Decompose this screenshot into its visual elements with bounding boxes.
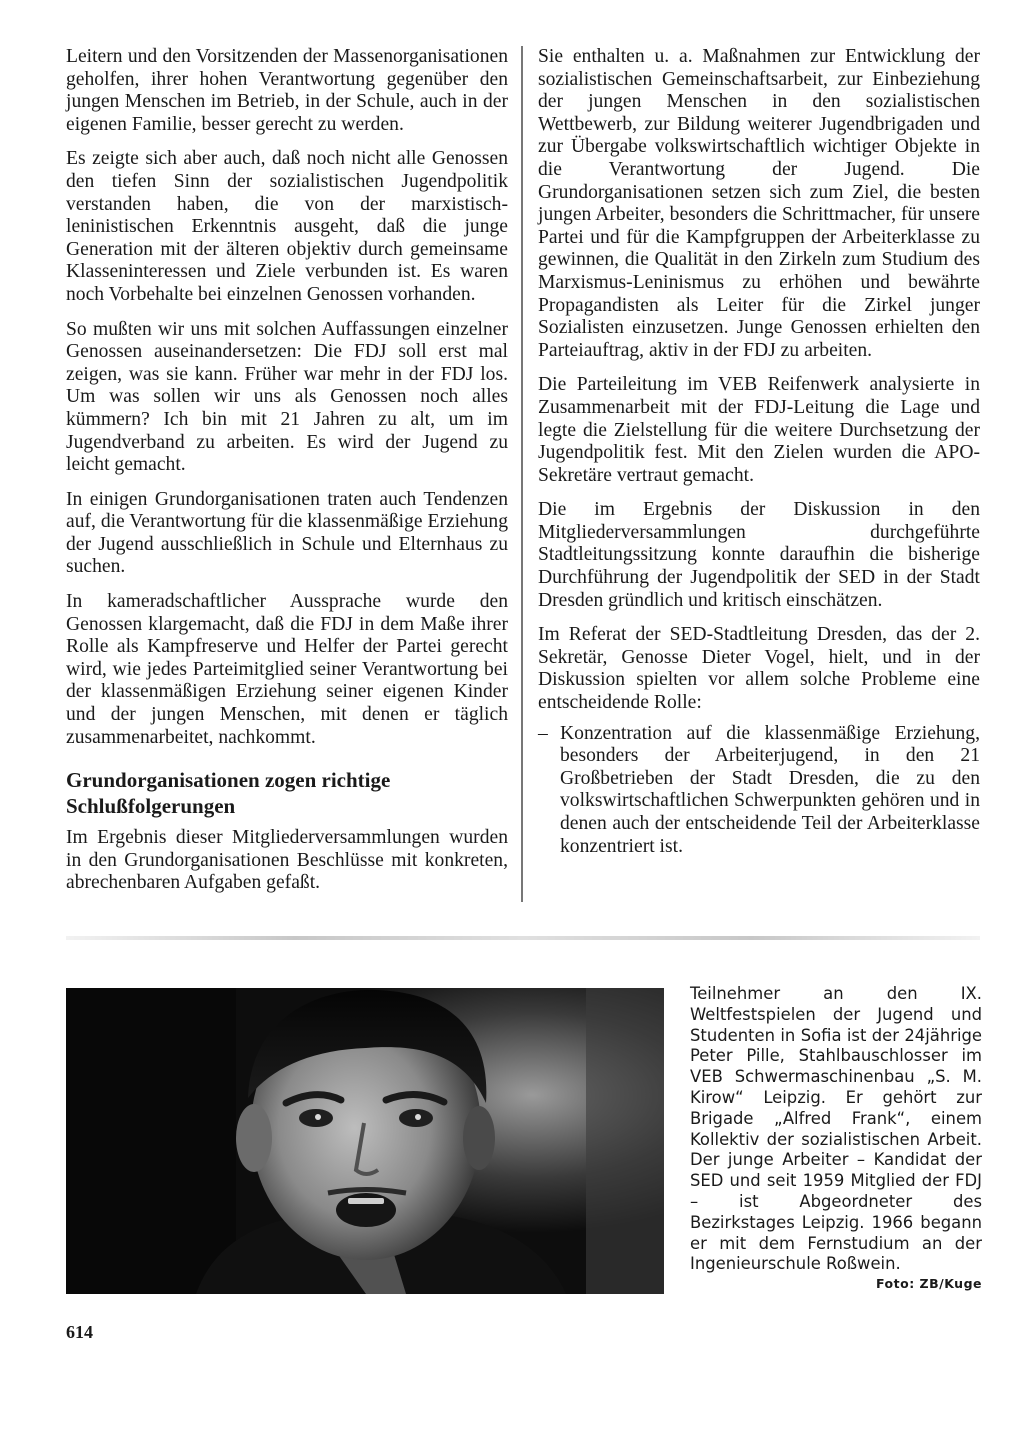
- body-paragraph: In kameradschaftlicher Aussprache wurde den Genossen klargemacht, daß die FDJ in dem Maße ihrer Rolle als Kampfreserve und Helfer der Partei gerecht wird, wie jedes Parteimitglied seiner Verantwortung bei der klassenmäßigen Erziehung seiner eigenen Kinder und der jungen Menschen, mit denen er täglich zusammenarbeitet, nachkommt.: [66, 591, 508, 748]
- list-item-text: Konzentration auf die klassenmäßige Erziehung, besonders der Arbeiterjugend, in den 21 Großbetrieben der Stadt Dresden, die zu den volkswirtschaftlichen Schwerpunkten gehören und in denen auch der entscheidende Teil der Arbeiterklasse konzentriert ist.: [560, 722, 980, 857]
- body-paragraph: In einigen Grundorganisationen traten auch Tendenzen auf, die Verantwortung für die klassenmäßige Erziehung der Jugend ausschließlich in Schule und Elternhaus zu suchen.: [66, 488, 508, 578]
- right-text-column: [538, 46, 980, 858]
- body-paragraph: Im Ergebnis dieser Mitgliederversammlungen wurden in den Grundorganisationen Beschlüsse mit konkreten, abrechenbaren Aufgaben gefaßt.: [66, 827, 508, 894]
- body-paragraph: Im Referat der SED-Stadtleitung Dresden, das der 2. Sekretär, Genosse Dieter Vogel, hielt, und in der Diskussion spielten vor allem solche Probleme eine entscheidende Rolle:: [538, 624, 980, 714]
- section-separator: [66, 936, 980, 940]
- body-paragraph: Leitern und den Vorsitzenden der Massenorganisationen geholfen, ihrer hohen Verantwortung gegenüber den jungen Menschen im Betrieb, in der Schule, auch in der eigenen Familie, besser gerecht zu werden.: [66, 46, 508, 135]
- left-text-column: [66, 46, 508, 907]
- portrait-photo: [66, 988, 664, 1294]
- photo-caption: Teilnehmer an den IX. Weltfestspielen der Jugend und Studenten in Sofia ist der 24jährige Peter Pille, Stahlbauschlosser im VEB Schwermaschinenbau „S. M. Kirow“ Leipzig. Er gehört zur Brigade „Alfred Frank“, einem Kollektiv der sozialistischen Arbeit. Der junge Arbeiter – Kandidat der SED und seit 1959 Mitglied der FDJ – ist Abgeordneter des Bezirkstages Leipzig. 1966 begann er mit dem Fernstudium an der Ingenieurschule Roßwein.: [690, 984, 982, 1274]
- body-paragraph: Es zeigte sich aber auch, daß noch nicht alle Genossen den tiefen Sinn der sozialistischen Jugendpolitik verstanden haben, die von der marxistisch-leninistischen Erkenntnis ausgeht, daß die junge Generation mit der älteren objektiv durch gemeinsame Klasseninteressen und Ziele verbunden ist. Es waren noch Vorbehalte bei einzelnen Genossen vorhanden.: [66, 148, 508, 305]
- column-divider: [521, 46, 523, 902]
- body-paragraph: Sie enthalten u. a. Maßnahmen zur Entwicklung der sozialistischen Gemeinschaftsarbeit, zur Einbeziehung der jungen Menschen in den sozialistischen Wettbewerb, zur Bildung weiterer Jugendbrigaden und zur Übergabe volkswirtschaftlich wichtiger Objekte in die Verantwortung der Jugend. Die Grundorganisationen setzen sich zum Ziel, die besten jungen Arbeiter, besonders die Schrittmacher, für unsere Partei und für die Kampfgruppen der Arbeiterklasse zu gewinnen, die Qualität in den Zirkeln zum Studium des Marxismus-Leninismus zu erhöhen und bewährte Propagandisten als Leiter für die Zirkel junger Sozialisten einzusetzen. Junge Genossen erhielten den Parteiauftrag, aktiv in der FDJ zu arbeiten.: [538, 46, 980, 361]
- body-paragraph: Die im Ergebnis der Diskussion in den Mitgliederversammlungen durchgeführte Stadtleitungssitzung konnte daraufhin die bisherige Durchführung der Jugendpolitik der SED in der Stadt Dresden gründlich und kritisch einschätzen.: [538, 499, 980, 611]
- section-heading: Grundorganisationen zogen richtige Schlußfolgerungen: [66, 768, 391, 819]
- dash-marker: –: [538, 722, 548, 744]
- body-paragraph: Die Parteileitung im VEB Reifenwerk analysierte in Zusammenarbeit mit der FDJ-Leitung die Lage und legte die Zielstellung für die weitere Durchsetzung der Jugendpolitik fest. Mit den Zielen wurden die APO-Sekretäre vertraut gemacht.: [538, 374, 980, 486]
- list-item: [538, 723, 980, 859]
- portrait-photo-graphic: [66, 988, 664, 1294]
- photo-credit: Foto: ZB/Kuge: [876, 1276, 982, 1291]
- body-paragraph: So mußten wir uns mit solchen Auffassungen einzelner Genossen auseinandersetzen: Die FDJ soll erst mal zeigen, was sie kann. Früher war mehr in der FDJ los. Um was sollen wir uns als Genossen noch alles kümmern? Ich bin mit 21 Jahren zu alt, um im Jugendverband zu arbeiten. Es wird der Jugend zu leicht gemacht.: [66, 318, 508, 476]
- page-number: 614: [66, 1322, 93, 1342]
